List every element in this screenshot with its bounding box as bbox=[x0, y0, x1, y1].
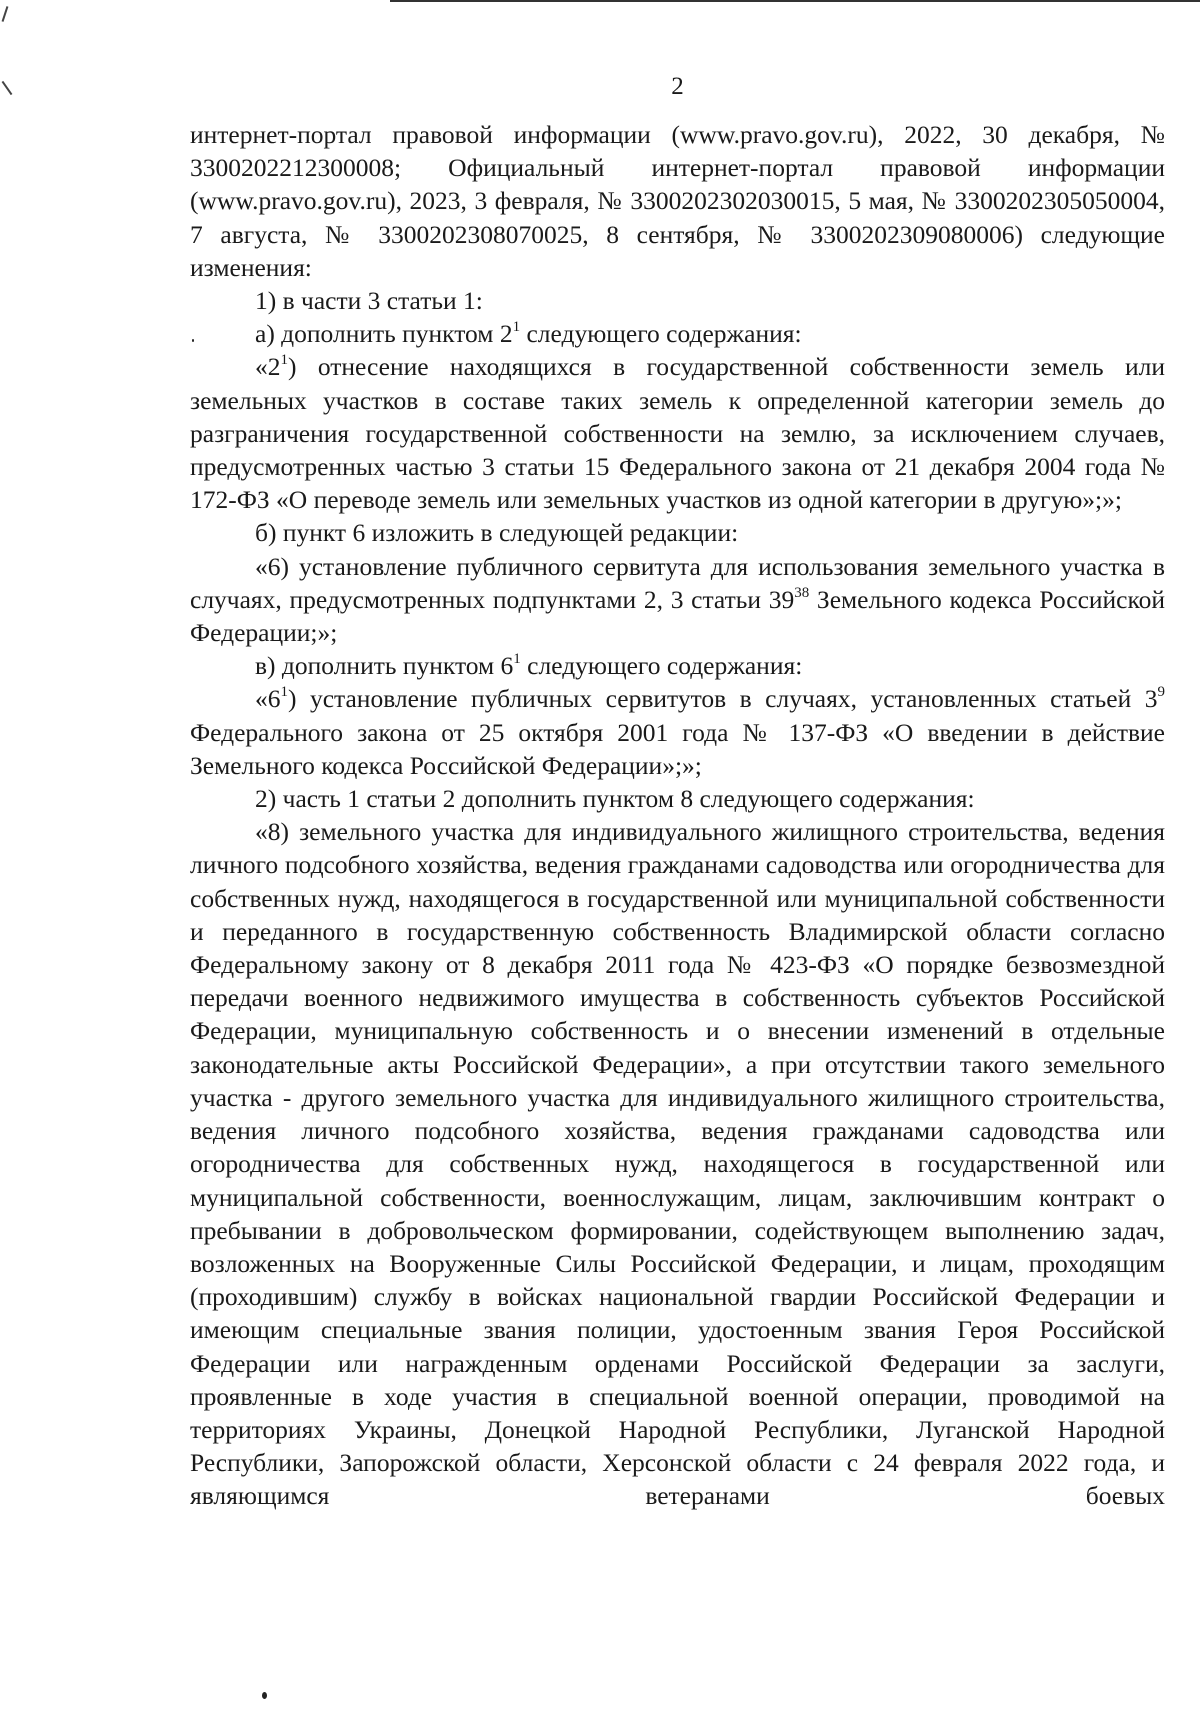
document-body bbox=[190, 118, 1165, 1513]
text-segment: следующего содержания: bbox=[520, 651, 803, 681]
paragraph-subitem-b: б) пункт 6 изложить в следующей редакции: bbox=[255, 518, 739, 548]
paragraph-quote-6 bbox=[190, 550, 1165, 650]
superscript: 38 bbox=[794, 584, 810, 601]
text-segment: Федерального закона от 25 октября 2001 года № 137-ФЗ «О введении в действие Земельного кодекса Российской Федерации»;»; bbox=[190, 717, 1165, 780]
paragraph-quote-6-1 bbox=[190, 682, 1165, 782]
superscript: 1 bbox=[280, 352, 288, 369]
paragraph-continuation: интернет-портал правовой информации (www.pravo.gov.ru), 2022, 30 декабря, № 3300202212300008; Официальный интернет-портал правовой информации (www.pravo.gov.ru), 2023, 3 февраля, № 3300202302030015, 5 мая, № 3300202305050004, 7 августа, № 3300202308070025, 8 сентября, № 3300202309080006) следующие изменения: bbox=[190, 120, 1165, 282]
scan-speck bbox=[192, 339, 194, 342]
text-segment: следующего содержания: bbox=[520, 319, 802, 349]
text-segment: «6) установление публичного сервитута для использования земельного участка в случаях, предусмотренных подпунктами 2, 3 статьи 39 bbox=[190, 551, 1165, 614]
superscript: 1 bbox=[512, 319, 521, 336]
paragraph-subitem-v bbox=[190, 649, 1165, 682]
page-number: 2 bbox=[671, 73, 684, 100]
text-segment: в) дополнить пунктом 6 bbox=[255, 651, 514, 681]
scan-top-edge-line bbox=[390, 0, 1200, 2]
text-segment: ) установление публичных сервитутов в случаях, установленных статьей 3 bbox=[288, 684, 1158, 714]
scan-speck bbox=[262, 1692, 267, 1699]
scan-margin-mark bbox=[2, 6, 9, 22]
superscript: 9 bbox=[1157, 684, 1165, 701]
superscript: 1 bbox=[513, 651, 521, 668]
text-segment: «6 bbox=[255, 684, 281, 714]
text-segment: ) отнесение находящихся в государственной собственности земель или земельных участков в составе таких земель к определенной категории земель до разграничения государственной собственности на землю, за исключением случаев, предусмотренных частью 3 статьи 15 Федерального закона от 21 декабря 2004 года № 172-ФЗ «О переводе земель или земельных участков из одной категории в другую»;»; bbox=[190, 352, 1165, 515]
paragraph-quote-8: «8) земельного участка для индивидуального жилищного строительства, ведения личного подсобного хозяйства, ведения гражданами садоводства или огородничества для собственных нужд, находящегося в государственной или муниципальной собственности и переданного в государственную собственность Владимирской области согласно Федеральному закону от 8 декабря 2011 года № 423-ФЗ «О порядке безвозмездной передачи военного недвижимого имущества в собственность субъектов Российской Федерации, муниципальную собственность и о внесении изменений в отдельные законодательные акты Российской Федерации», а при отсутствии такого земельного участка - другого земельного участка для индивидуального жилищного строительства, ведения личного подсобного хозяйства, ведения гражданами садоводства или огородничества для собственных нужд, находящегося в государственной или муниципальной собственности, военнослужащим, лицам, заключившим контракт о пребывании в добровольческом формировании, содействующем выполнению задач, возложенных на Вооруженные Силы Российской Федерации, и лицам, проходящим (проходившим) службу в войсках национальной гвардии Российской Федерации и имеющим специальные звания полиции, удостоенным звания Героя Российской Федерации или награжденным орденами Российской Федерации за заслуги, проявленные в ходе участия в специальной военной операции, проводимой на территориях Украины, Донецкой Народной Республики, Луганской Народной Республики, Запорожской области, Херсонской области с 24 февраля 2022 года, и являющимся ветеранами боевых bbox=[190, 817, 1165, 1511]
paragraph-subitem-a bbox=[190, 317, 1165, 350]
text-segment: Земельного кодекса Российской Федерации;»; bbox=[190, 584, 1165, 648]
text-segment: а) дополнить пунктом 2 bbox=[255, 319, 513, 349]
superscript: 1 bbox=[280, 684, 288, 701]
text-segment: «2 bbox=[255, 352, 281, 382]
paragraph-item-1: 1) в части 3 статьи 1: bbox=[255, 286, 483, 316]
paragraph-item-2: 2) часть 1 статьи 2 дополнить пунктом 8 следующего содержания: bbox=[255, 784, 975, 814]
paragraph-quote-2-1 bbox=[190, 350, 1165, 516]
